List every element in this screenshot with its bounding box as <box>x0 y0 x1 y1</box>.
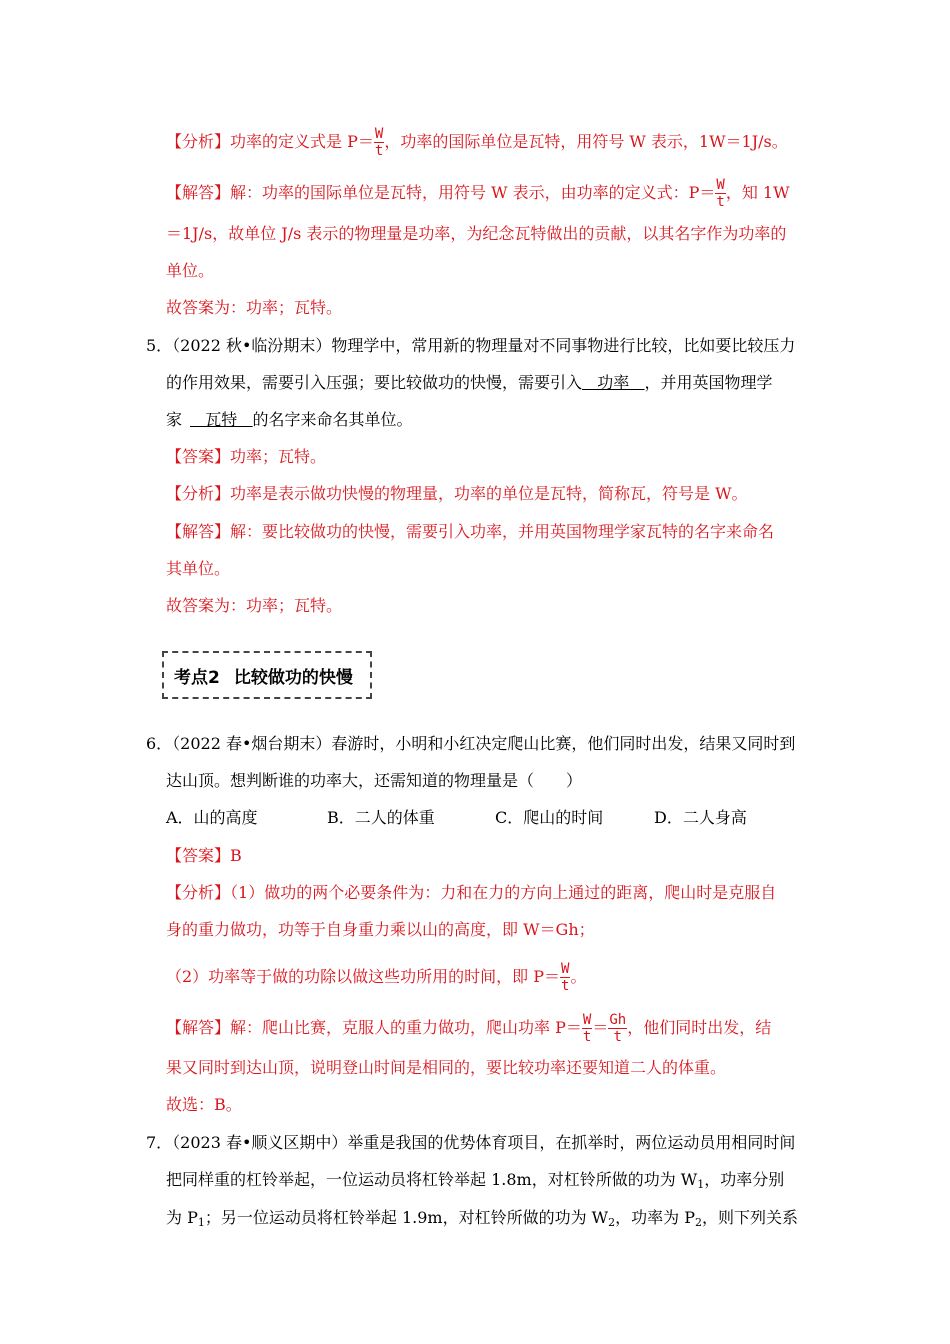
q4-final-answer: 故答案为：功率；瓦特。 <box>166 298 343 317</box>
fraction-gh-over-t: $\frac{Gh}{t}$ <box>609 1012 627 1045</box>
q6-answer: 【答案】B <box>166 846 242 865</box>
section-label: 考点2 <box>174 667 220 688</box>
q5-solution-line2: 其单位。 <box>166 559 231 578</box>
section-header-box <box>162 651 372 699</box>
analysis-tag: 【分析】 <box>166 132 231 151</box>
q6-solution-line1: 【解答】解：爬山比赛，克服人的重力做功，爬山功率 P＝ $\frac{W}{t}$ ＝ $\frac{Gh}{t}$ ，他们同时出发，结 <box>166 1012 772 1045</box>
q6-stem-line2: 达山顶。想判断谁的功率大，还需知道的物理量是（ ） <box>166 771 583 790</box>
q5-solution-line1: 【解答】解：要比较做功的快慢，需要引入功率，并用英国物理学家瓦特的名字来命名 <box>166 522 775 541</box>
q7-stem-line1: 7．（2023 春•顺义区期中）举重是我国的优势体育项目，在抓举时，两位运动员用相同时间 <box>146 1133 796 1152</box>
answer-blank: 瓦特 <box>190 410 253 429</box>
q5-analysis: 【分析】功率是表示做功快慢的物理量，功率的单位是瓦特，简称瓦，符号是 W。 <box>166 484 748 503</box>
fraction-w-over-t: $\frac{W}{t}$ <box>582 1012 592 1045</box>
q4-solution-line2: ＝1J/s，故单位 J/s 表示的物理量是功率，为纪念瓦特做出的贡献，以其名字作为功率的 <box>166 224 787 243</box>
solution-tag: 【解答】 <box>166 183 231 202</box>
answer-blank: 功率 <box>582 373 645 392</box>
q5-stem-line3: 家 瓦特 的名字来命名其单位。 <box>166 410 413 429</box>
q6-option-a: A．山的高度 <box>166 808 258 827</box>
fraction-w-over-t: $\frac{W}{t}$ <box>374 126 384 159</box>
q6-analysis-line2: 身的重力做功，功等于自身重力乘以山的高度，即 W＝Gh； <box>166 920 595 939</box>
q6-stem-line1: 6．（2022 春•烟台期末）春游时，小明和小红决定爬山比赛，他们同时出发，结果又同时到 <box>146 734 796 753</box>
q5-final-answer: 故答案为：功率；瓦特。 <box>166 596 343 615</box>
q6-option-c: C．爬山的时间 <box>495 808 604 827</box>
q5-stem-line1: 5．（2022 秋•临汾期末）物理学中，常用新的物理量对不同事物进行比较，比如要比较压力 <box>146 336 796 355</box>
q6-analysis-line1: 【分析】（1）做功的两个必要条件为：力和在力的方向上通过的距离，爬山时是克服自 <box>166 883 777 902</box>
q4-analysis: 【分析】功率的定义式是 P＝ $\frac{W}{t}$ ，功率的国际单位是瓦特，用符号 W 表示，1W＝1J/s。 <box>166 126 788 159</box>
q6-analysis-line3: （2）功率等于做的功除以做这些功所用的时间，即 P＝ $\frac{W}{t}$ 。 <box>166 961 587 994</box>
q4-solution-line3: 单位。 <box>166 261 215 280</box>
q7-stem-line3: 为 $P_1$；另一位运动员将杠铃举起 1.9m，对杠铃所做的功为 $W_2$，功率为 $P_2$，则下列关系 <box>166 1208 798 1229</box>
q5-stem-line2: 的作用效果，需要引入压强；要比较做功的快慢，需要引入 功率 ，并用英国物理学 <box>166 373 773 392</box>
fraction-w-over-t: $\frac{W}{t}$ <box>561 961 570 994</box>
section-title: 比较做功的快慢 <box>233 667 353 688</box>
q6-option-b: B．二人的体重 <box>327 808 435 827</box>
q6-option-d: D．二人身高 <box>654 808 747 827</box>
q6-final-answer: 故选：B。 <box>166 1095 242 1114</box>
q6-solution-line2: 果又同时到达山顶，说明登山时间是相同的，要比较功率还要知道二人的体重。 <box>166 1058 727 1077</box>
q7-stem-line2: 把同样重的杠铃举起，一位运动员将杠铃举起 1.8m，对杠铃所做的功为 $W_1$，功率分别 <box>166 1170 785 1191</box>
q5-answer: 【答案】功率；瓦特。 <box>166 447 327 466</box>
q4-solution-line1: 【解答】解：功率的国际单位是瓦特，用符号 W 表示，由功率的定义式：P＝ $\frac{W}{t}$ ，知 1W <box>166 177 790 210</box>
fraction-w-over-t: $\frac{W}{t}$ <box>716 177 725 210</box>
